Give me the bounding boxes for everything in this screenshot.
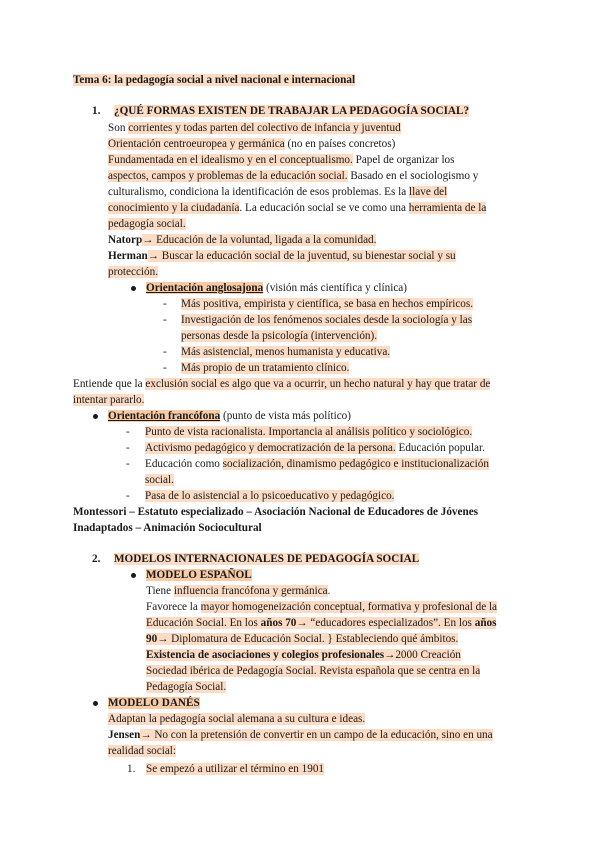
franco-item-4-text: Pasa de lo asistencial a lo psicoeducativo y pedagógico. — [145, 490, 395, 502]
s1-line-4b: Basado en el sociologismo y — [347, 170, 479, 182]
anglo-item-2-cont-text: personas desde la psicología (intervención). — [181, 330, 378, 342]
exclusion-b: exclusión social es algo que va a ocurrir, un hecho natural y hay que tratar de — [145, 378, 491, 390]
s1-line-7a: pedagogía social. — [108, 218, 186, 230]
anglo-title: Orientación anglosajona — [146, 282, 264, 294]
dash-icon: - — [126, 426, 130, 438]
dash-icon: - — [126, 442, 130, 454]
dan-item — [146, 762, 324, 778]
title-text: Tema 6: la pedagogía social a nivel nacional e internacional — [73, 74, 356, 86]
modelo-danes-title — [108, 696, 200, 712]
s1-line-3a: Fundamentada en el idealismo y en el conceptualismo. — [108, 154, 353, 166]
anglo-note: (visión más científica y clínica) — [263, 282, 408, 294]
herman-text-2: protección. — [108, 266, 159, 278]
s1-line-6b: . La educación social se ve como una — [239, 202, 409, 214]
anglo-item-4-text: Más propio de un tratamiento clínico. — [181, 362, 350, 374]
esp-line-3a: Educación Social. En los — [146, 617, 261, 629]
section-1-heading — [114, 104, 469, 120]
bullet-dot-icon — [93, 701, 98, 706]
natorp-line — [108, 233, 376, 249]
herman-line — [108, 249, 456, 265]
dash-icon: - — [126, 490, 130, 502]
franco-item-1 — [145, 425, 472, 441]
s1-line-5b: llave del — [409, 186, 448, 198]
franco-item-2b: Educación popular. — [395, 442, 485, 454]
dash-icon: - — [163, 298, 167, 310]
natorp-text: → Educación de la voluntad, ligada a la comunidad. — [142, 234, 377, 246]
franco-heading — [108, 409, 351, 425]
esp-line-7a: Pedagogía Social. — [146, 681, 227, 693]
esp-line-5 — [146, 648, 461, 664]
modelo-espanol-title-text: MODELO ESPAÑOL — [146, 569, 252, 581]
franco-item-3-cont — [145, 473, 174, 489]
natorp-name: Natorp — [108, 234, 143, 246]
dan-item-text: Se empezó a utilizar el término en 1901 — [146, 763, 325, 775]
esp-line-2b: mayor homogeneización conceptual, formativa y profesional de la — [200, 601, 498, 613]
s1-line-2a: Orientación centroeuropea y germánica — [108, 138, 285, 150]
franco-item-3a: Educación como — [145, 458, 223, 470]
dash-icon: - — [163, 346, 167, 358]
s1-line-2b: (no en países concretos) — [284, 138, 396, 150]
franco-item-2 — [145, 441, 485, 457]
dan-line-2 — [108, 728, 493, 744]
esp-line-7 — [146, 680, 226, 696]
esp-line-1a: Tiene — [146, 585, 174, 597]
dan-line-2b: → No con la pretensión de convertir en un campo de la educación, sino en una — [140, 729, 493, 741]
exclusion-line — [73, 377, 490, 393]
dan-line-1a: Adaptan la pedagogía social alemana a su cultura e ideas. — [108, 713, 366, 725]
esp-line-1b: influencia francófona y germánica — [173, 585, 328, 597]
montessori-line-2: Inadaptados – Animación Sociocultural — [73, 522, 262, 534]
dan-item-number: 1. — [127, 763, 136, 775]
esp-line-3 — [146, 616, 496, 632]
s1-line-6c: herramienta de la — [408, 202, 487, 214]
esp-line-4 — [146, 632, 458, 648]
dash-icon: - — [163, 362, 167, 374]
dash-icon: - — [163, 314, 167, 326]
s1-line-1a: Son — [108, 122, 129, 134]
section-1-heading-text: ¿QUÉ FORMAS EXISTEN DE TRABAJAR LA PEDAGOGÍA SOCIAL? — [114, 105, 470, 117]
exclusion-line-2 — [73, 393, 144, 409]
franco-item-4 — [145, 489, 394, 505]
s1-line-6a: conocimiento y la ciudadanía — [108, 202, 240, 214]
anglo-item-1 — [181, 297, 473, 313]
montessori-line: Montessori – Estatuto especializado – Asociación Nacional de Educadores de Jóvenes — [73, 506, 479, 518]
esp-line-2a: Favorece la — [146, 601, 201, 613]
document-title — [73, 73, 355, 89]
franco-item-1-text: Punto de vista racionalista. Importancia al análisis político y sociológico. — [145, 426, 473, 438]
bullet-dot-icon — [131, 573, 136, 578]
franco-item-3b: socialización, dinamismo pedagógico e institucionalización — [222, 458, 489, 470]
esp-line-1c: . — [327, 585, 331, 597]
franco-note: (punto de vista más político) — [220, 410, 351, 422]
esp-line-6 — [146, 664, 480, 680]
s1-line-4 — [108, 169, 478, 185]
herman-name: Herman — [108, 250, 148, 262]
section-2-number: 2. — [92, 553, 101, 565]
s1-line-1 — [108, 121, 401, 137]
anglo-item-2-text: Investigación de los fenómenos sociales desde la sociología y las — [181, 314, 473, 326]
exclusion-c: intentar pararlo. — [73, 394, 145, 406]
s1-line-5a: culturalismo, condiciona la identificación de esos problemas. Es la — [108, 186, 410, 198]
dan-line-3 — [108, 744, 176, 760]
esp-line-2 — [146, 600, 497, 616]
esp-line-5a: Existencia de asociaciones y colegios profesionales — [146, 649, 385, 661]
esp-line-5b: →2000 Creación — [384, 649, 461, 661]
s1-line-6 — [108, 201, 486, 217]
dash-icon: - — [126, 458, 130, 470]
esp-line-6a: Sociedad ibérica de Pedagogía Social. Revista española que se centra en la — [146, 665, 481, 677]
section-1-number: 1. — [92, 105, 101, 117]
section-2-heading — [114, 552, 419, 568]
s1-line-5 — [108, 185, 447, 201]
anglo-item-2 — [181, 313, 472, 329]
esp-line-3b: años 70 — [260, 617, 297, 629]
modelo-espanol-title — [146, 568, 252, 584]
dan-line-2a: Jensen — [108, 729, 141, 741]
s1-line-3 — [108, 153, 455, 169]
s1-line-2 — [108, 137, 395, 153]
bullet-dot-icon — [131, 286, 136, 291]
exclusion-a: Entiende que la — [73, 378, 146, 390]
dan-line-3a: realidad social: — [108, 745, 177, 757]
section-2-heading-text: MODELOS INTERNACIONALES DE PEDAGOGÍA SOCIAL — [114, 553, 420, 565]
s1-line-1b: corrientes y todas parten del colectivo de infancia y juventud — [128, 122, 401, 134]
esp-line-3d: años — [474, 617, 497, 629]
esp-line-3c: → “educadores especializados”. En los — [296, 617, 475, 629]
esp-line-1 — [146, 584, 330, 600]
esp-line-4b: → Diplomatura de Educación Social. } Estableciendo qué ámbitos. — [157, 633, 459, 645]
modelo-danes-title-text: MODELO DANÉS — [108, 697, 200, 709]
herman-text: → Buscar la educación social de la juventud, su bienestar social y su — [147, 250, 456, 262]
s1-line-3b: Papel de organizar los — [352, 154, 455, 166]
anglo-item-3 — [181, 345, 390, 361]
s1-line-7 — [108, 217, 186, 233]
anglo-heading — [146, 281, 407, 297]
franco-item-3c: social. — [145, 474, 174, 486]
anglo-item-1-text: Más positiva, empirista y científica, se basa en hechos empíricos. — [181, 298, 474, 310]
esp-line-4a: 90 — [146, 633, 158, 645]
anglo-item-3-text: Más asistencial, menos humanista y educativa. — [181, 346, 391, 358]
s1-line-4a: aspectos, campos y problemas de la educación social. — [108, 170, 348, 182]
dan-line-1 — [108, 712, 365, 728]
anglo-item-2-cont — [181, 329, 377, 345]
anglo-item-4 — [181, 361, 349, 377]
franco-item-3 — [145, 457, 489, 473]
bullet-dot-icon — [93, 414, 98, 419]
franco-title: Orientación francófona — [108, 410, 221, 422]
herman-line-2 — [108, 265, 158, 281]
franco-item-2a: Activismo pedagógico y democratización de la persona. — [145, 442, 396, 454]
